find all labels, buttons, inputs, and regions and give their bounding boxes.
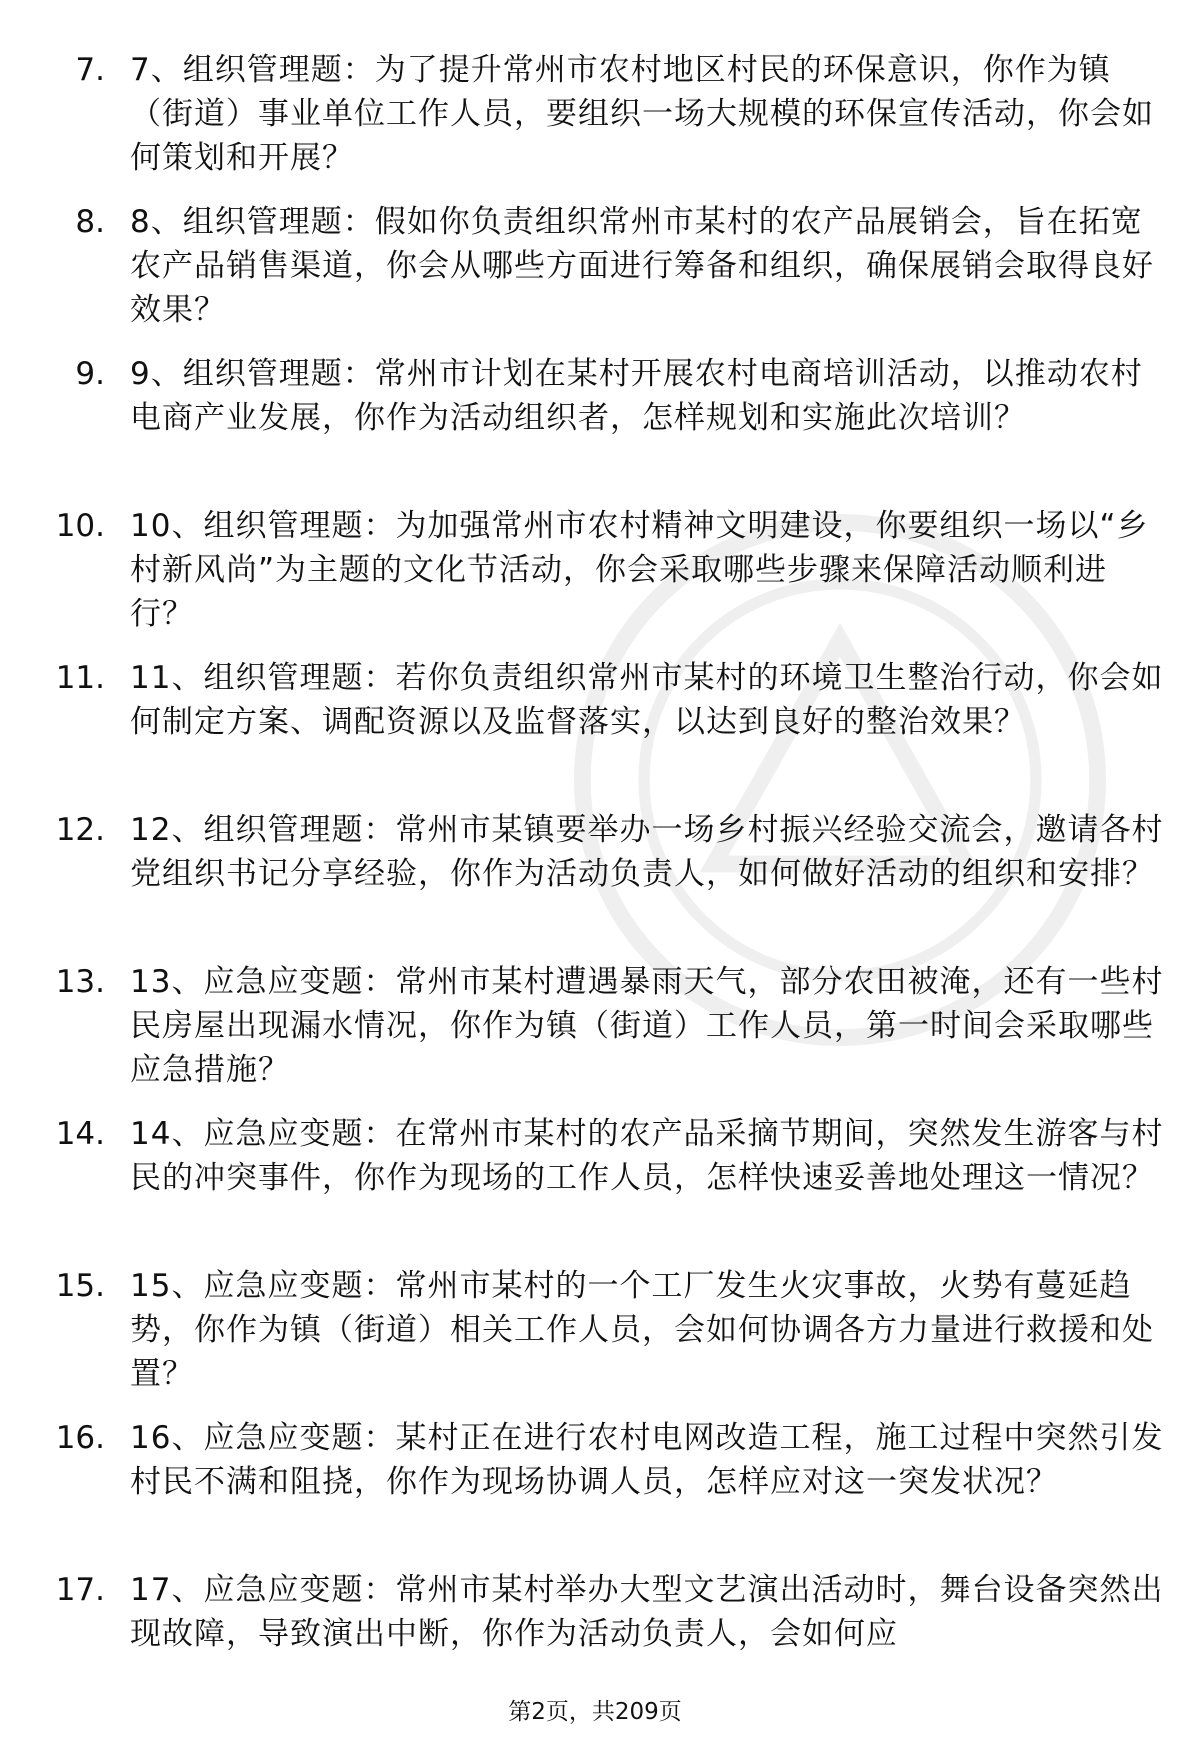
question-text: 7、组织管理题：为了提升常州市农村地区村民的环保意识，你作为镇（街道）事业单位工作人员，要组织一场大规模的环保宣传活动，你会如何策划和开展？ [130, 52, 1154, 176]
question-item [0, 1416, 1190, 1568]
question-text: 11、组织管理题：若你负责组织常州市某村的环境卫生整治行动，你会如何制定方案、调配资源以及监督落实，以达到良好的整治效果？ [130, 660, 1164, 740]
question-number: 16. [55, 1420, 105, 1456]
question-text: 13、应急应变题：常州市某村遭遇暴雨天气，部分农田被淹，还有一些村民房屋出现漏水情况，你作为镇（街道）工作人员，第一时间会采取哪些应急措施？ [130, 964, 1164, 1088]
question-number: 12. [55, 812, 105, 848]
page-footer: 第2页，共209页 [508, 1699, 682, 1725]
question-text: 14、应急应变题：在常州市某村的农产品采摘节期间，突然发生游客与村民的冲突事件，你作为现场的工作人员，怎样快速妥善地处理这一情况？ [130, 1116, 1164, 1196]
question-item [0, 1264, 1190, 1416]
question-number: 17. [55, 1572, 105, 1608]
question-item [0, 656, 1190, 808]
question-item [0, 48, 1190, 200]
question-item [0, 1112, 1190, 1264]
question-number: 8. [75, 204, 105, 240]
question-number: 9. [75, 356, 105, 392]
question-text: 9、组织管理题：常州市计划在某村开展农村电商培训活动，以推动农村电商产业发展，你作为活动组织者，怎样规划和实施此次培训？ [130, 356, 1143, 436]
question-text: 15、应急应变题：常州市某村的一个工厂发生火灾事故，火势有蔓延趋势，你作为镇（街道）相关工作人员，会如何协调各方力量进行救援和处置？ [130, 1268, 1154, 1392]
question-text: 12、组织管理题：常州市某镇要举办一场乡村振兴经验交流会，邀请各村党组织书记分享经验，你作为活动负责人，如何做好活动的组织和安排？ [130, 812, 1164, 892]
question-number: 14. [55, 1116, 105, 1152]
question-item [0, 504, 1190, 656]
question-text: 10、组织管理题：为加强常州市农村精神文明建设，你要组织一场以“乡村新风尚”为主题的文化节活动，你会采取哪些步骤来保障活动顺利进行？ [130, 508, 1149, 632]
question-item [0, 352, 1190, 504]
question-item [0, 200, 1190, 352]
question-text: 17、应急应变题：常州市某村举办大型文艺演出活动时，舞台设备突然出现故障，导致演出中断，你作为活动负责人，会如何应 [130, 1572, 1164, 1652]
question-number: 13. [55, 964, 105, 1000]
question-number: 7. [75, 52, 105, 88]
question-number: 11. [55, 660, 105, 696]
question-item [0, 960, 1190, 1112]
question-text: 8、组织管理题：假如你负责组织常州市某村的农产品展销会，旨在拓宽农产品销售渠道，你会从哪些方面进行筹备和组织，确保展销会取得良好效果？ [130, 204, 1154, 328]
question-text: 16、应急应变题：某村正在进行农村电网改造工程，施工过程中突然引发村民不满和阻挠，你作为现场协调人员，怎样应对这一突发状况？ [130, 1420, 1164, 1500]
question-number: 15. [55, 1268, 105, 1304]
question-list [0, 48, 1190, 1720]
question-item [0, 808, 1190, 960]
question-number: 10. [55, 508, 105, 544]
